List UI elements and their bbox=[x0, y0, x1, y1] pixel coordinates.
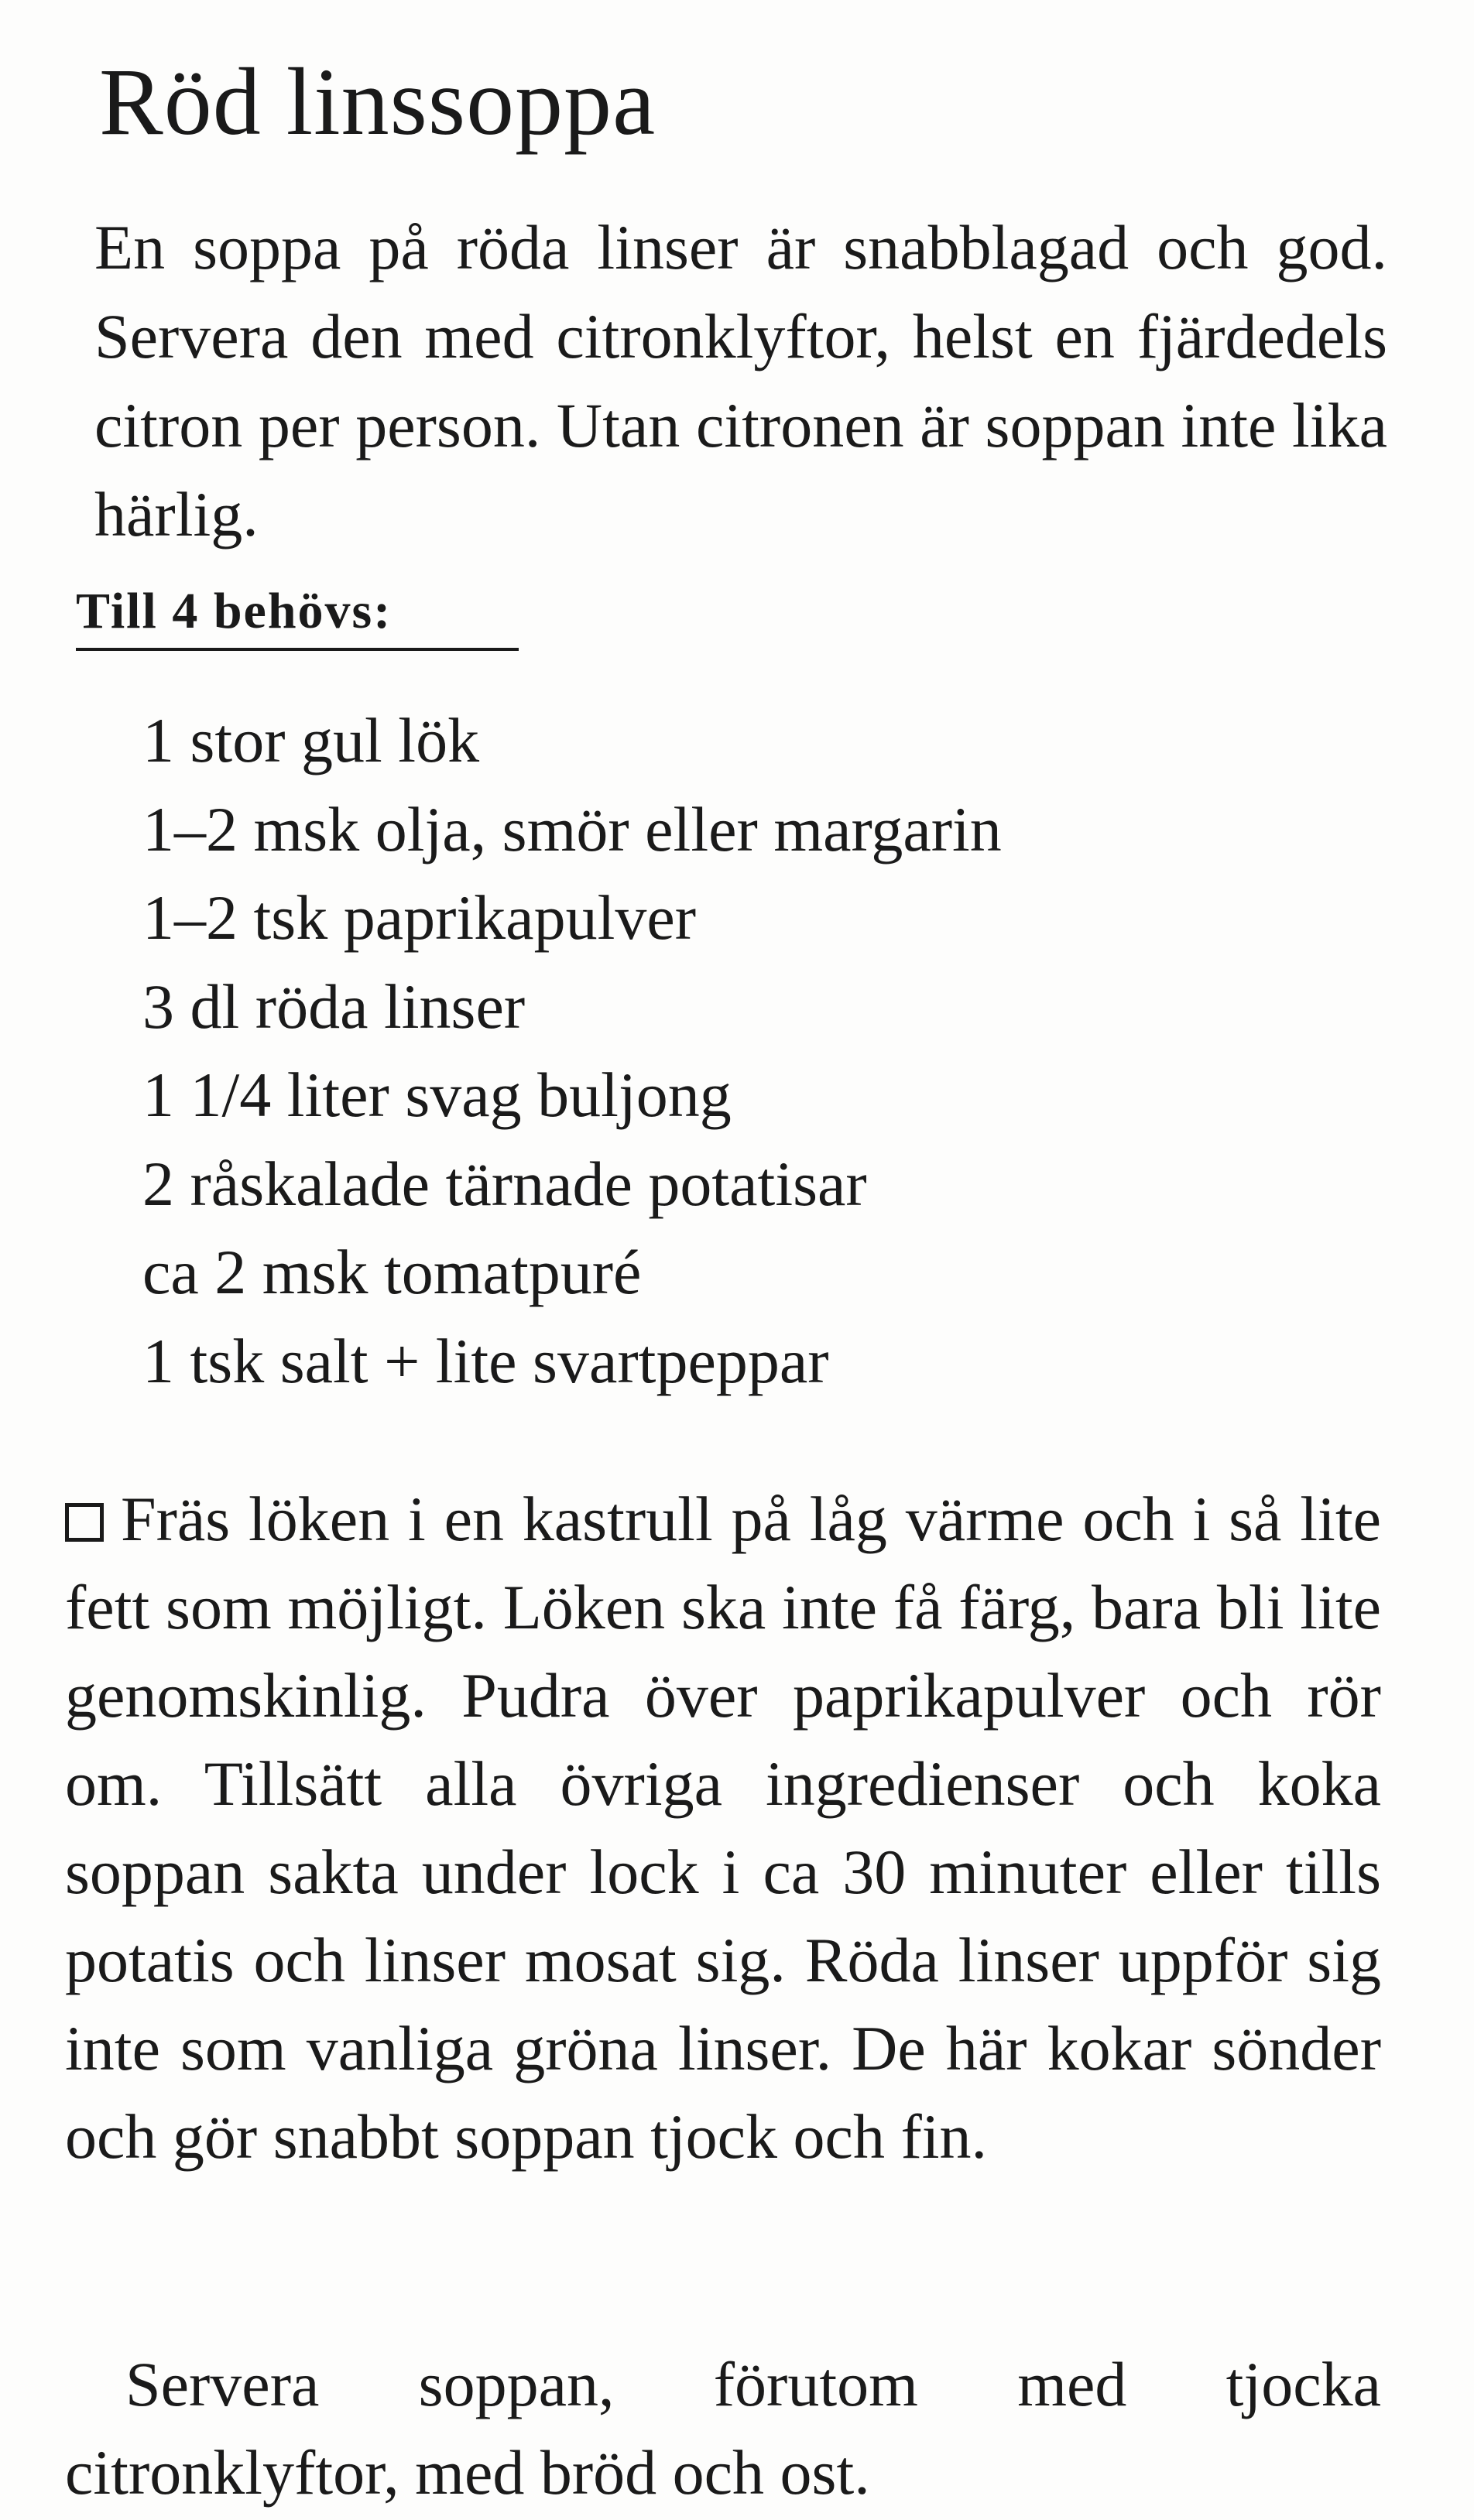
ingredient-item: 1–2 msk olja, smör eller margarin bbox=[142, 793, 1002, 865]
checkbox-icon bbox=[65, 1503, 104, 1542]
recipe-intro: En soppa på röda linser är snabblagad och god. Servera den med citronklyftor, helst en fjärdedels citron per person. Utan citronen är soppan inte lika härlig. bbox=[94, 212, 1387, 550]
serving-paragraph: Servera soppan, förutom med tjocka citronklyftor, med bröd och ost. bbox=[65, 2349, 1381, 2508]
recipe-title: Röd linssoppa bbox=[99, 49, 656, 155]
ingredient-item: 3 dl röda linser bbox=[142, 971, 526, 1042]
ingredient-list bbox=[142, 697, 1002, 1406]
ingredient-item: 1 1/4 liter svag buljong bbox=[142, 1060, 732, 1130]
method-text: Fräs löken i en kastrull på låg värme och i så lite fett som möjligt. Löken ska inte få färg, bara bli lite genomskinlig. Pudra över paprikapulver och rör om. Tillsätt alla övriga ingredienser och koka soppan sakta under lock i ca 30 minuter eller tills potatis och linser mosat sig. Röda linser uppför sig inte som vanliga gröna linser. De här kokar sönder och gör snabbt soppan tjock och fin. bbox=[65, 1484, 1381, 2172]
ingredient-item: 1–2 tsk paprikapulver bbox=[142, 882, 697, 953]
ingredient-item: 1 stor gul lök bbox=[142, 705, 480, 776]
method-paragraph bbox=[65, 1475, 1381, 2181]
ingredient-item: ca 2 msk tomatpuré bbox=[142, 1237, 642, 1307]
ingredients-heading: Till 4 behövs: bbox=[76, 580, 519, 651]
ingredient-item: 1 tsk salt + lite svartpeppar bbox=[142, 1325, 829, 1396]
ingredient-item: 2 råskalade tärnade potatisar bbox=[142, 1148, 867, 1219]
